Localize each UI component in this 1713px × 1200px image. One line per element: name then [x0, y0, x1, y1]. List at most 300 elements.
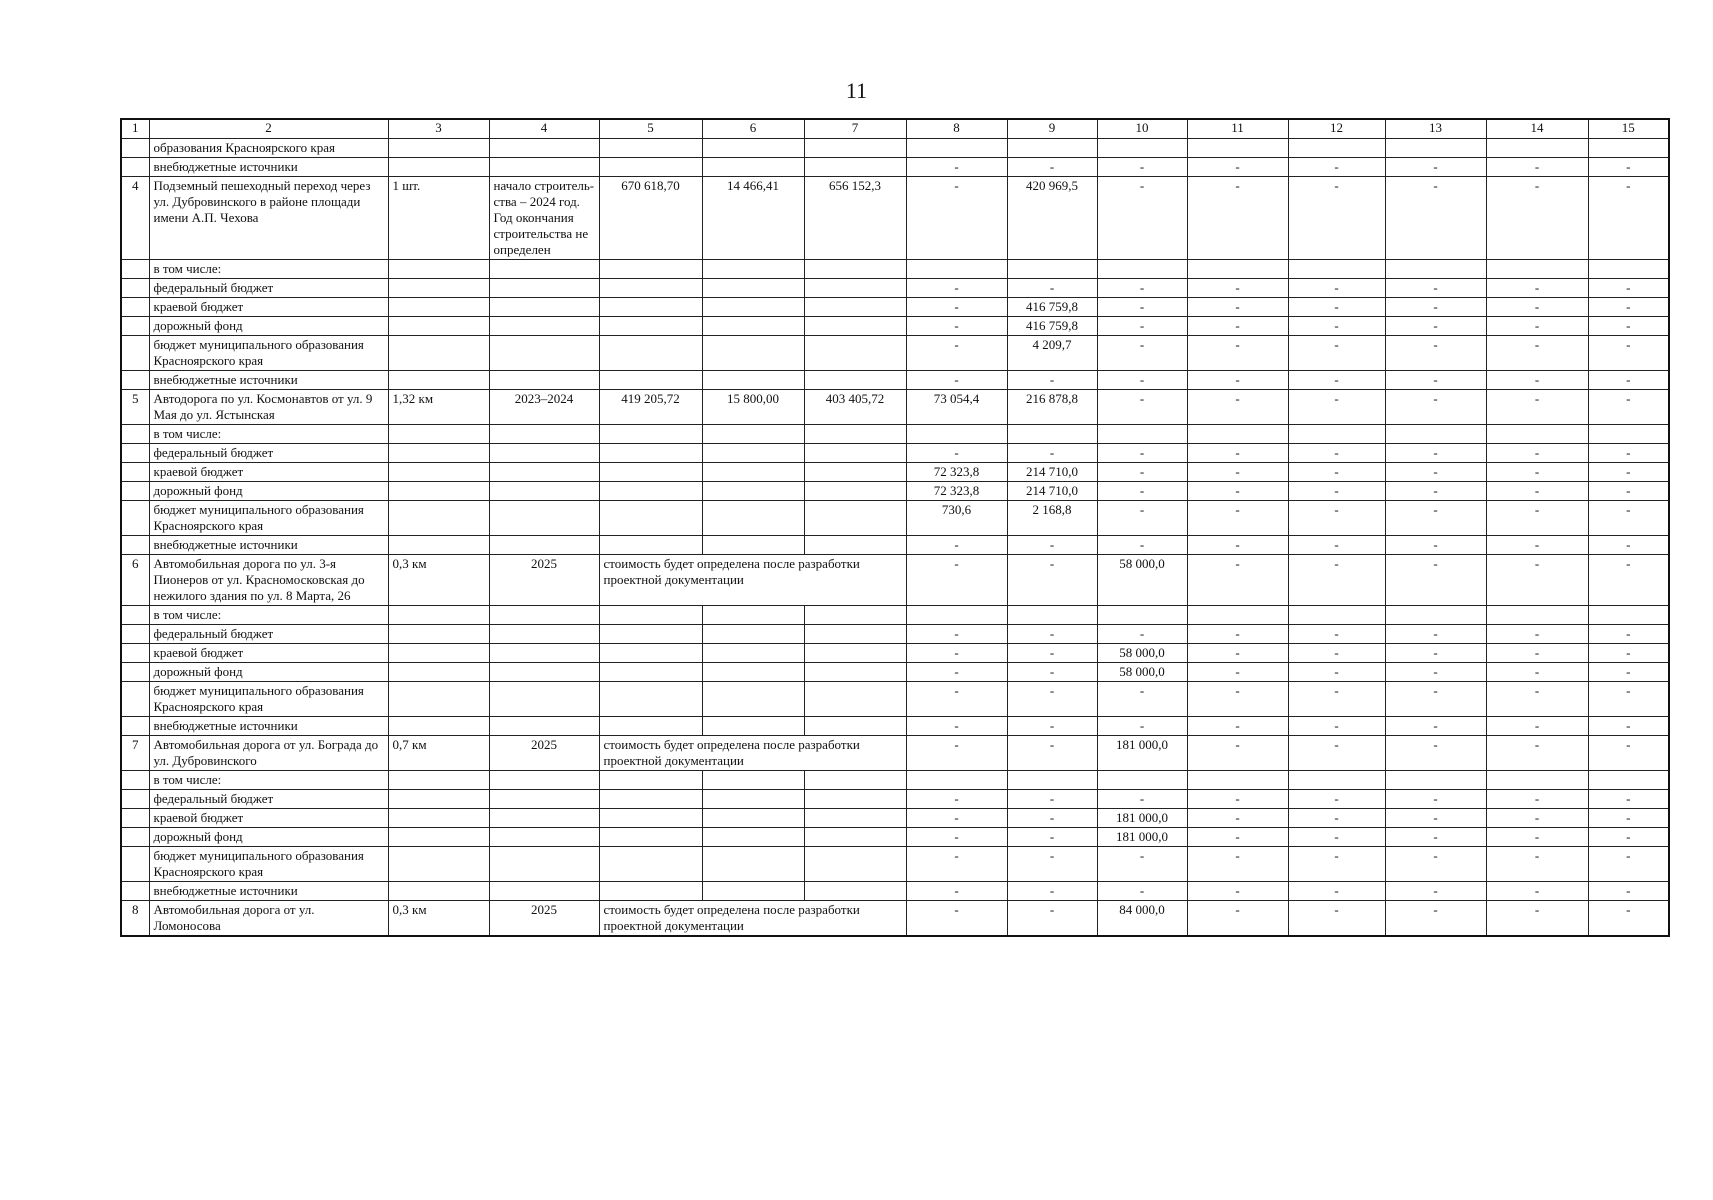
value-cell: -: [1588, 625, 1669, 644]
value-cell: [1097, 606, 1187, 625]
value-cell: -: [1588, 336, 1669, 371]
value-cell: [702, 771, 804, 790]
value-cell: -: [906, 555, 1007, 606]
value-cell: [489, 606, 599, 625]
value-cell: 2 168,8: [1007, 501, 1097, 536]
value-cell: -: [1588, 555, 1669, 606]
value-cell: -: [1097, 501, 1187, 536]
value-cell: -: [906, 317, 1007, 336]
value-cell: -: [1007, 828, 1097, 847]
row-number-cell: 5: [121, 390, 149, 425]
value-cell: -: [1187, 901, 1288, 937]
value-cell: [804, 828, 906, 847]
row-label: Автомобильная дорога по ул. 3-я Пионеров от ул. Красномосковская до нежилого здания по ул. 8 Марта, 26: [149, 555, 388, 606]
value-cell: [599, 606, 702, 625]
value-cell: -: [1288, 736, 1385, 771]
table-subrow: [121, 682, 1669, 717]
value-cell: [702, 158, 804, 177]
value-cell: [388, 663, 489, 682]
value-cell: 181 000,0: [1097, 809, 1187, 828]
value-cell: -: [1007, 809, 1097, 828]
value-cell: [1385, 139, 1486, 158]
value-cell: -: [1187, 882, 1288, 901]
value-cell: [1486, 606, 1588, 625]
cost-note-cell: стоимость будет определена после разработки проектной документации: [599, 555, 906, 606]
row-number-cell: 4: [121, 177, 149, 260]
value-cell: 416 759,8: [1007, 317, 1097, 336]
row-number-cell: [121, 882, 149, 901]
value-cell: -: [906, 847, 1007, 882]
cost-note-cell: стоимость будет определена после разработки проектной документации: [599, 901, 906, 937]
length-cell: 0,3 км: [388, 901, 489, 937]
value-cell: [702, 260, 804, 279]
budget-table: [120, 118, 1670, 937]
value-cell: -: [1486, 158, 1588, 177]
row-number-cell: [121, 298, 149, 317]
table-subrow: [121, 425, 1669, 444]
value-cell: -: [1385, 809, 1486, 828]
table-subrow: [121, 625, 1669, 644]
header-cell: 7: [804, 119, 906, 139]
value-cell: -: [1588, 501, 1669, 536]
header-cell: 15: [1588, 119, 1669, 139]
value-cell: -: [1097, 882, 1187, 901]
value-cell: [599, 336, 702, 371]
value-cell: 670 618,70: [599, 177, 702, 260]
value-cell: [1288, 771, 1385, 790]
row-number-cell: [121, 279, 149, 298]
value-cell: [804, 809, 906, 828]
value-cell: [489, 809, 599, 828]
value-cell: -: [1187, 336, 1288, 371]
value-cell: -: [1385, 717, 1486, 736]
row-label: в том числе:: [149, 260, 388, 279]
row-number-cell: [121, 644, 149, 663]
value-cell: -: [1486, 444, 1588, 463]
value-cell: [388, 298, 489, 317]
value-cell: -: [1288, 177, 1385, 260]
value-cell: -: [1007, 371, 1097, 390]
value-cell: -: [1486, 717, 1588, 736]
value-cell: [1288, 139, 1385, 158]
row-label: Подземный пешеходный переход через ул. Дубровинского в районе площади имени А.П. Чехова: [149, 177, 388, 260]
value-cell: [599, 463, 702, 482]
value-cell: [804, 317, 906, 336]
value-cell: 72 323,8: [906, 482, 1007, 501]
value-cell: -: [1385, 336, 1486, 371]
table-subrow: [121, 847, 1669, 882]
row-number-cell: [121, 809, 149, 828]
value-cell: [489, 536, 599, 555]
value-cell: [804, 425, 906, 444]
value-cell: -: [1385, 317, 1486, 336]
row-number-cell: [121, 463, 149, 482]
value-cell: [906, 606, 1007, 625]
value-cell: [804, 644, 906, 663]
value-cell: [599, 371, 702, 390]
value-cell: [489, 771, 599, 790]
value-cell: -: [1385, 555, 1486, 606]
row-number-cell: [121, 371, 149, 390]
row-label: внебюджетные источники: [149, 717, 388, 736]
value-cell: -: [1097, 336, 1187, 371]
value-cell: -: [1486, 790, 1588, 809]
value-cell: [388, 425, 489, 444]
value-cell: [388, 790, 489, 809]
value-cell: 58 000,0: [1097, 663, 1187, 682]
header-cell: 3: [388, 119, 489, 139]
value-cell: [388, 463, 489, 482]
header-cell: 4: [489, 119, 599, 139]
value-cell: [702, 717, 804, 736]
value-cell: -: [1385, 390, 1486, 425]
value-cell: -: [1486, 625, 1588, 644]
value-cell: [388, 260, 489, 279]
value-cell: -: [1486, 317, 1588, 336]
value-cell: [599, 158, 702, 177]
value-cell: -: [1486, 279, 1588, 298]
value-cell: [702, 371, 804, 390]
value-cell: [1007, 606, 1097, 625]
value-cell: -: [1588, 828, 1669, 847]
value-cell: [906, 771, 1007, 790]
row-label: федеральный бюджет: [149, 444, 388, 463]
row-label: внебюджетные источники: [149, 882, 388, 901]
value-cell: [489, 828, 599, 847]
value-cell: -: [1187, 390, 1288, 425]
value-cell: [489, 501, 599, 536]
value-cell: -: [906, 158, 1007, 177]
table-body: [121, 119, 1669, 936]
value-cell: -: [1187, 809, 1288, 828]
value-cell: [1385, 260, 1486, 279]
row-number-cell: 8: [121, 901, 149, 937]
value-cell: -: [1486, 901, 1588, 937]
row-number-cell: 7: [121, 736, 149, 771]
value-cell: [599, 644, 702, 663]
value-cell: -: [1097, 682, 1187, 717]
header-cell: 5: [599, 119, 702, 139]
value-cell: [599, 139, 702, 158]
row-number-cell: [121, 625, 149, 644]
value-cell: -: [1288, 717, 1385, 736]
value-cell: [804, 606, 906, 625]
value-cell: -: [906, 882, 1007, 901]
value-cell: -: [1187, 158, 1288, 177]
value-cell: -: [906, 536, 1007, 555]
value-cell: [702, 809, 804, 828]
value-cell: [702, 790, 804, 809]
value-cell: -: [1588, 279, 1669, 298]
row-label: Автодорога по ул. Космонавтов от ул. 9 Мая до ул. Ястынская: [149, 390, 388, 425]
row-label: внебюджетные источники: [149, 158, 388, 177]
row-number-cell: [121, 444, 149, 463]
value-cell: -: [1385, 177, 1486, 260]
value-cell: -: [1187, 717, 1288, 736]
value-cell: [1486, 771, 1588, 790]
value-cell: 730,6: [906, 501, 1007, 536]
value-cell: [489, 847, 599, 882]
value-cell: -: [1097, 717, 1187, 736]
row-label: краевой бюджет: [149, 809, 388, 828]
value-cell: [804, 444, 906, 463]
value-cell: [804, 625, 906, 644]
table-subrow: [121, 771, 1669, 790]
value-cell: 419 205,72: [599, 390, 702, 425]
header-cell: 9: [1007, 119, 1097, 139]
value-cell: -: [1588, 644, 1669, 663]
value-cell: [489, 682, 599, 717]
value-cell: -: [1588, 177, 1669, 260]
value-cell: -: [1187, 177, 1288, 260]
value-cell: [702, 425, 804, 444]
value-cell: -: [1288, 336, 1385, 371]
value-cell: [804, 882, 906, 901]
value-cell: -: [1486, 736, 1588, 771]
value-cell: -: [1486, 336, 1588, 371]
value-cell: [804, 139, 906, 158]
value-cell: -: [1187, 555, 1288, 606]
value-cell: [489, 279, 599, 298]
value-cell: -: [1187, 644, 1288, 663]
value-cell: [388, 317, 489, 336]
table-header-row: [121, 119, 1669, 139]
row-number-cell: 6: [121, 555, 149, 606]
value-cell: -: [906, 717, 1007, 736]
value-cell: -: [1588, 463, 1669, 482]
value-cell: [1588, 771, 1669, 790]
value-cell: -: [1385, 644, 1486, 663]
value-cell: -: [1288, 158, 1385, 177]
value-cell: -: [1588, 298, 1669, 317]
value-cell: [1288, 260, 1385, 279]
value-cell: [388, 717, 489, 736]
value-cell: 416 759,8: [1007, 298, 1097, 317]
value-cell: -: [1486, 463, 1588, 482]
value-cell: -: [1288, 444, 1385, 463]
value-cell: [489, 425, 599, 444]
value-cell: -: [1097, 177, 1187, 260]
value-cell: [1486, 139, 1588, 158]
value-cell: -: [1097, 790, 1187, 809]
header-cell: 6: [702, 119, 804, 139]
value-cell: [489, 139, 599, 158]
value-cell: -: [1385, 682, 1486, 717]
row-number-cell: [121, 847, 149, 882]
value-cell: [599, 682, 702, 717]
table-subrow: [121, 501, 1669, 536]
value-cell: [489, 790, 599, 809]
value-cell: [1588, 425, 1669, 444]
value-cell: -: [1588, 882, 1669, 901]
value-cell: [599, 809, 702, 828]
cost-note-cell: стоимость будет определена после разработки проектной документации: [599, 736, 906, 771]
value-cell: -: [1097, 463, 1187, 482]
value-cell: -: [1187, 371, 1288, 390]
row-number-cell: [121, 536, 149, 555]
value-cell: -: [1385, 298, 1486, 317]
value-cell: [489, 298, 599, 317]
value-cell: -: [1486, 809, 1588, 828]
row-number-cell: [121, 717, 149, 736]
value-cell: [489, 663, 599, 682]
value-cell: [906, 425, 1007, 444]
value-cell: -: [1288, 682, 1385, 717]
value-cell: [804, 482, 906, 501]
row-number-cell: [121, 260, 149, 279]
value-cell: [702, 444, 804, 463]
value-cell: -: [1385, 901, 1486, 937]
value-cell: [489, 482, 599, 501]
value-cell: -: [1588, 736, 1669, 771]
value-cell: [702, 482, 804, 501]
value-cell: [702, 536, 804, 555]
value-cell: [702, 298, 804, 317]
row-label: бюджет муниципального образования Красноярского края: [149, 847, 388, 882]
table-subrow: [121, 882, 1669, 901]
value-cell: [599, 298, 702, 317]
row-label: федеральный бюджет: [149, 790, 388, 809]
value-cell: [599, 444, 702, 463]
table-subrow: [121, 644, 1669, 663]
period-cell: 2025: [489, 736, 599, 771]
value-cell: 15 800,00: [702, 390, 804, 425]
value-cell: [1385, 425, 1486, 444]
value-cell: [1385, 771, 1486, 790]
value-cell: -: [1588, 663, 1669, 682]
value-cell: -: [1007, 847, 1097, 882]
value-cell: -: [1385, 736, 1486, 771]
value-cell: 420 969,5: [1007, 177, 1097, 260]
value-cell: [599, 260, 702, 279]
period-cell: 2025: [489, 901, 599, 937]
row-label: образования Красноярского края: [149, 139, 388, 158]
value-cell: [1187, 771, 1288, 790]
value-cell: [1007, 139, 1097, 158]
value-cell: -: [1187, 279, 1288, 298]
table-subrow: [121, 371, 1669, 390]
value-cell: -: [1288, 847, 1385, 882]
row-label: в том числе:: [149, 606, 388, 625]
value-cell: [702, 644, 804, 663]
value-cell: [1588, 260, 1669, 279]
table-subrow: [121, 828, 1669, 847]
value-cell: [702, 501, 804, 536]
value-cell: -: [1486, 536, 1588, 555]
value-cell: [599, 625, 702, 644]
value-cell: -: [1288, 279, 1385, 298]
row-label: дорожный фонд: [149, 663, 388, 682]
value-cell: [702, 279, 804, 298]
value-cell: [702, 882, 804, 901]
value-cell: начало строитель-ства – 2024 год. Год окончания строительства не определен: [489, 177, 599, 260]
value-cell: -: [1097, 625, 1187, 644]
value-cell: -: [906, 790, 1007, 809]
value-cell: -: [1097, 158, 1187, 177]
value-cell: [702, 317, 804, 336]
value-cell: 181 000,0: [1097, 736, 1187, 771]
value-cell: 403 405,72: [804, 390, 906, 425]
table-subrow: [121, 606, 1669, 625]
value-cell: -: [1288, 625, 1385, 644]
value-cell: [489, 882, 599, 901]
value-cell: [906, 139, 1007, 158]
value-cell: -: [1385, 444, 1486, 463]
value-cell: -: [1187, 444, 1288, 463]
value-cell: -: [1288, 536, 1385, 555]
value-cell: -: [1097, 444, 1187, 463]
value-cell: [804, 847, 906, 882]
value-cell: [1187, 260, 1288, 279]
value-cell: [1486, 425, 1588, 444]
table-subrow: [121, 536, 1669, 555]
value-cell: [804, 463, 906, 482]
value-cell: [599, 771, 702, 790]
value-cell: [599, 663, 702, 682]
value-cell: [702, 682, 804, 717]
value-cell: [599, 717, 702, 736]
value-cell: -: [906, 444, 1007, 463]
value-cell: 181 000,0: [1097, 828, 1187, 847]
row-label: краевой бюджет: [149, 298, 388, 317]
value-cell: 216 878,8: [1007, 390, 1097, 425]
value-cell: 1 шт.: [388, 177, 489, 260]
value-cell: [702, 606, 804, 625]
value-cell: [489, 158, 599, 177]
value-cell: [388, 644, 489, 663]
value-cell: 72 323,8: [906, 463, 1007, 482]
value-cell: -: [1486, 644, 1588, 663]
value-cell: -: [1588, 536, 1669, 555]
value-cell: -: [1097, 847, 1187, 882]
table-subrow: [121, 279, 1669, 298]
value-cell: [388, 625, 489, 644]
value-cell: [702, 828, 804, 847]
value-cell: -: [1588, 158, 1669, 177]
value-cell: -: [1007, 682, 1097, 717]
value-cell: 2023–2024: [489, 390, 599, 425]
page-number: 11: [845, 78, 868, 103]
value-cell: [1097, 771, 1187, 790]
value-cell: [702, 336, 804, 371]
header-cell: 10: [1097, 119, 1187, 139]
table-subrow: [121, 298, 1669, 317]
value-cell: -: [1288, 482, 1385, 501]
value-cell: [1097, 425, 1187, 444]
value-cell: [388, 847, 489, 882]
row-number-cell: [121, 663, 149, 682]
value-cell: -: [1288, 298, 1385, 317]
value-cell: -: [1588, 371, 1669, 390]
row-label: бюджет муниципального образования Красноярского края: [149, 682, 388, 717]
value-cell: -: [906, 828, 1007, 847]
row-number-cell: [121, 606, 149, 625]
value-cell: -: [906, 644, 1007, 663]
value-cell: 4 209,7: [1007, 336, 1097, 371]
value-cell: -: [1187, 736, 1288, 771]
value-cell: -: [1385, 371, 1486, 390]
row-label: Автомобильная дорога от ул. Ломоносова: [149, 901, 388, 937]
value-cell: [804, 298, 906, 317]
value-cell: [388, 682, 489, 717]
value-cell: -: [1187, 317, 1288, 336]
value-cell: -: [1385, 663, 1486, 682]
value-cell: 656 152,3: [804, 177, 906, 260]
value-cell: -: [1187, 663, 1288, 682]
row-number-cell: [121, 425, 149, 444]
value-cell: -: [906, 625, 1007, 644]
value-cell: -: [906, 371, 1007, 390]
